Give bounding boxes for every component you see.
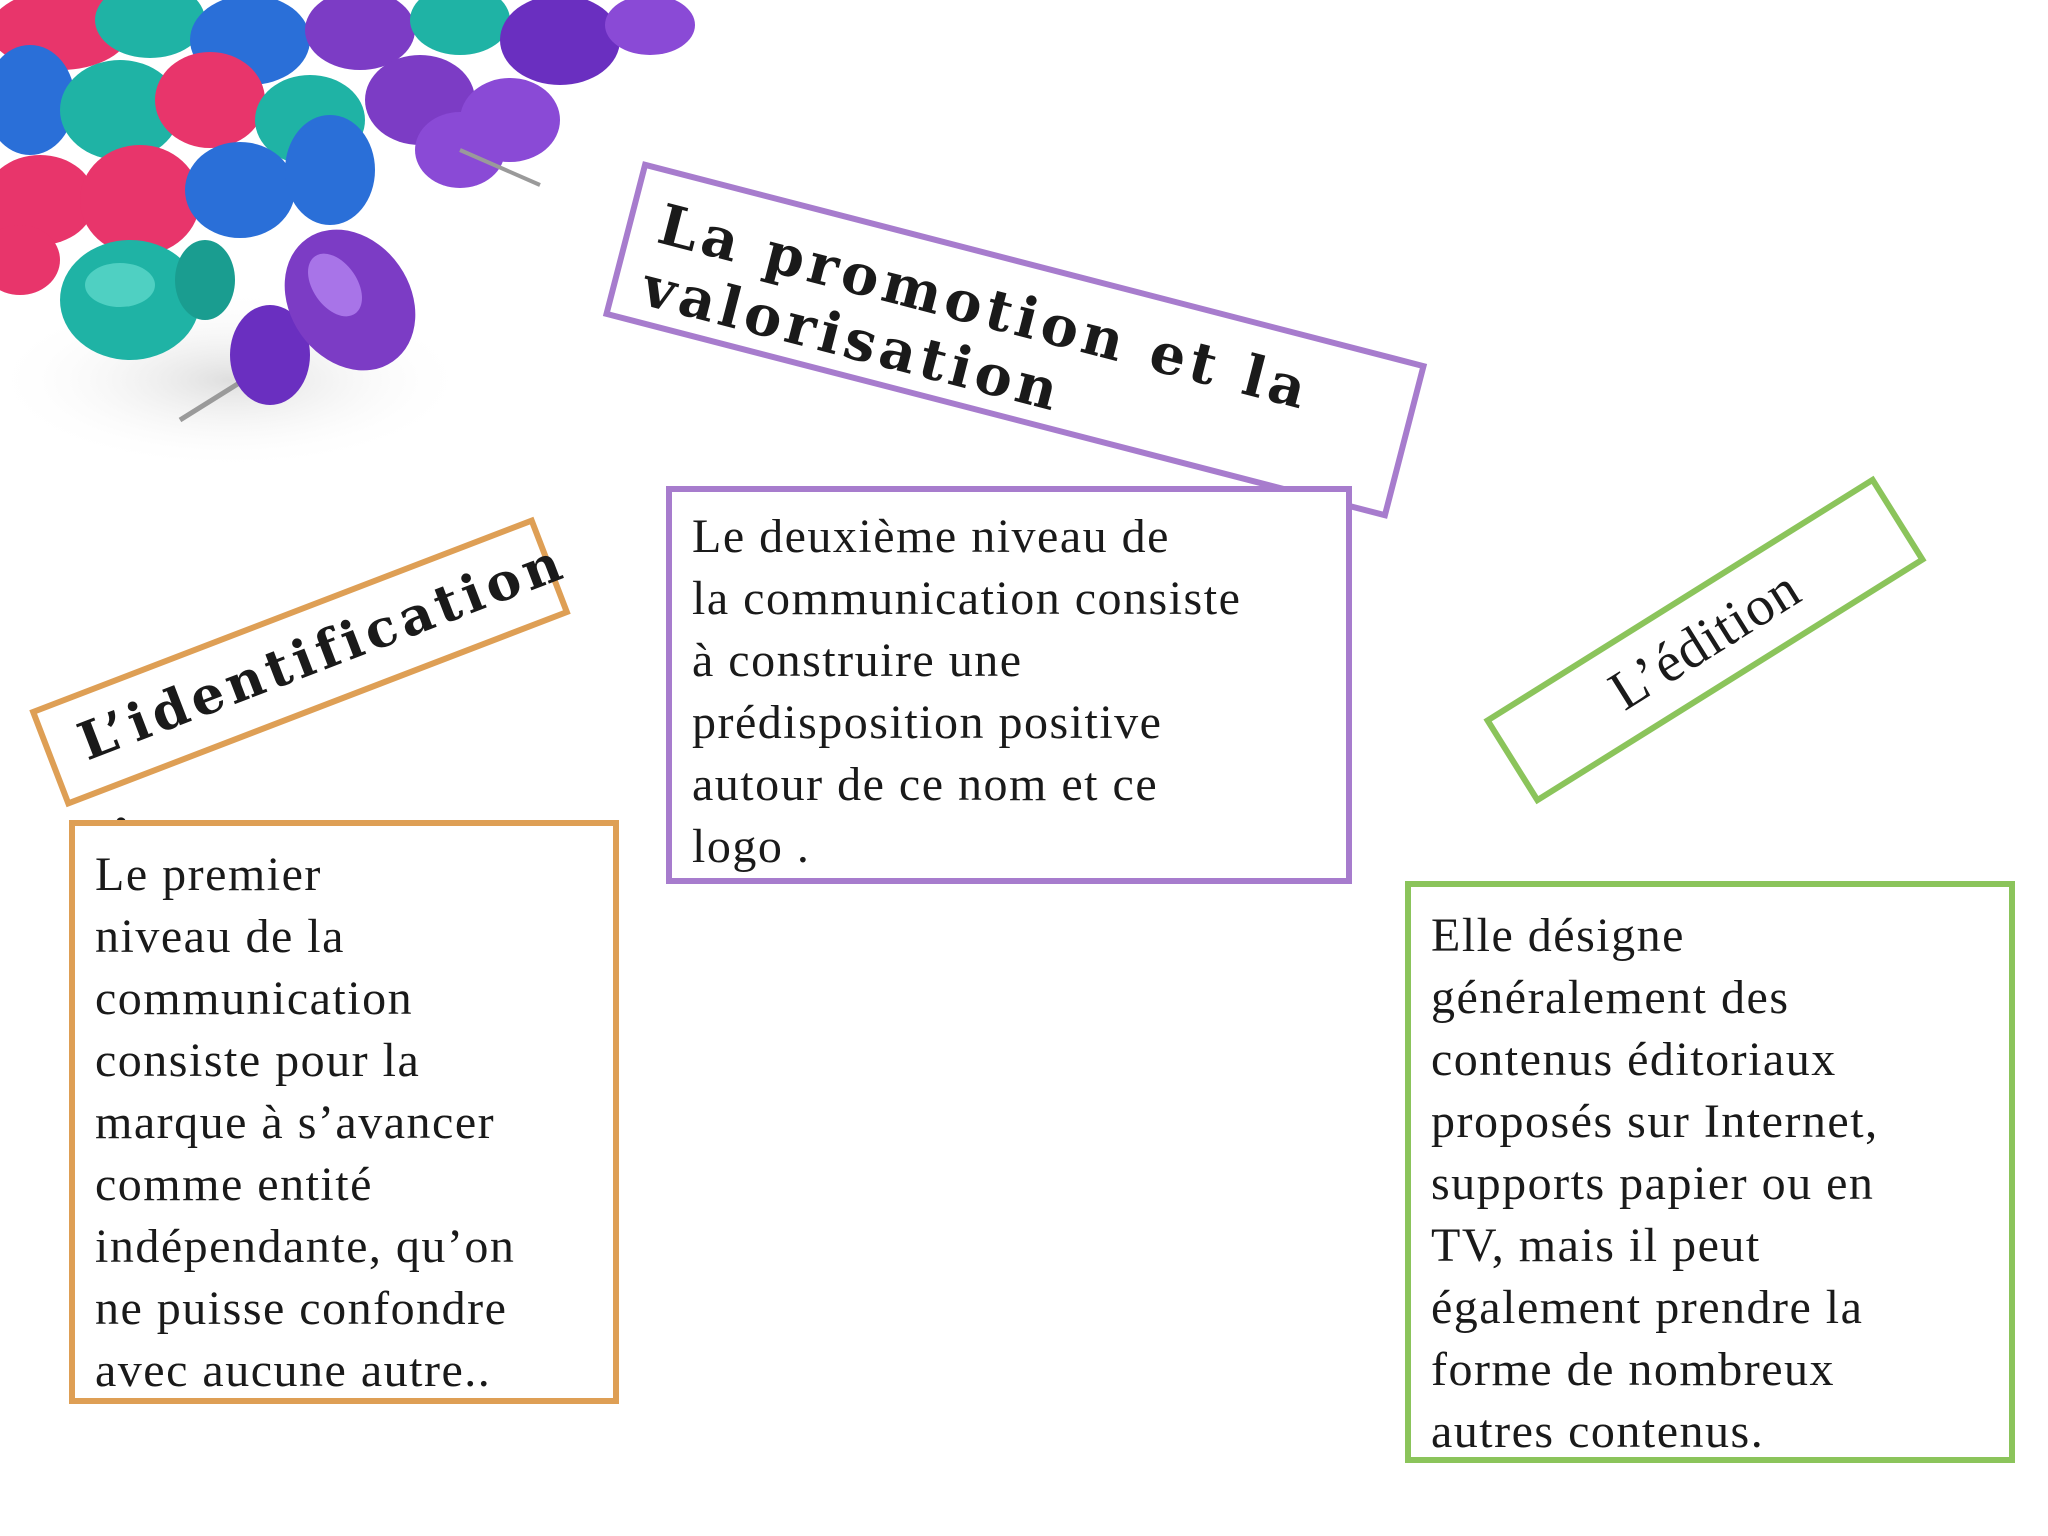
promotion-title: La promotion et la valorisation: [603, 161, 1427, 519]
edition-text: Elle désigne généralement des contenus éditoriaux proposés sur Internet, supports papier ou en TV, mais il peut également prendre la forme de nombreux autres contenus.: [1405, 881, 2015, 1463]
identification-title: L’identification: [29, 517, 570, 808]
edition-title: L’édition: [1483, 476, 1926, 805]
promotion-text: Le deuxième niveau de la communication consiste à construire une prédisposition positive autour de ce nom et ce logo .: [666, 486, 1352, 884]
identification-text: Le premier niveau de la communication consiste pour la marque à s’avancer comme entité indépendante, qu’on ne puisse confondre avec aucune autre..: [69, 820, 619, 1404]
push-pins-image: [0, 0, 720, 500]
